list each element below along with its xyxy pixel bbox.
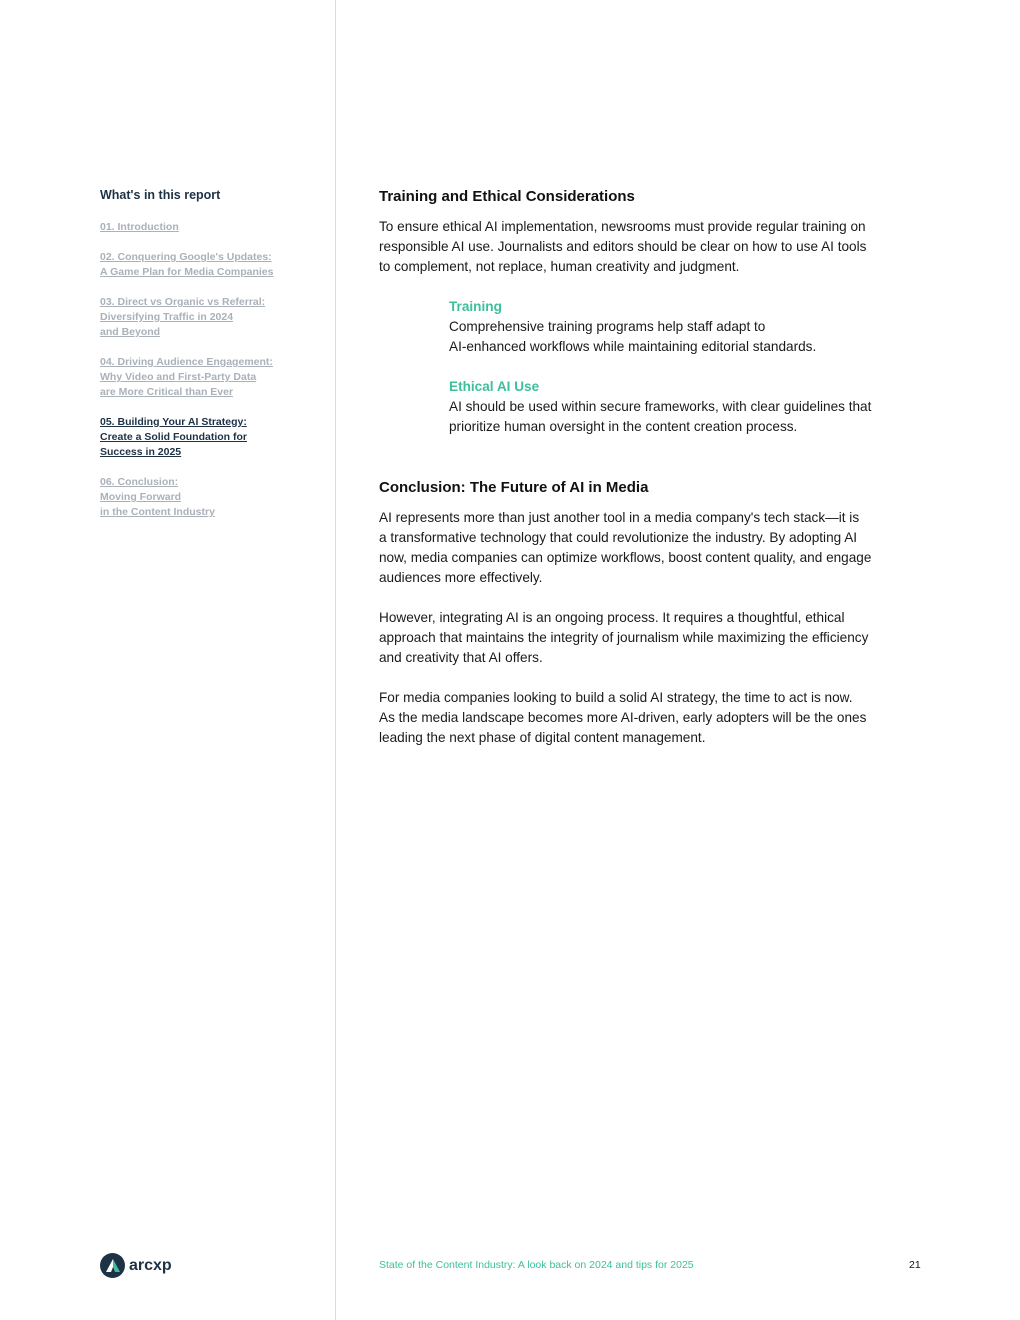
toc-heading: What's in this report [100, 188, 221, 202]
toc-link-conclusion[interactable]: 06. Conclusion: Moving Forward in the Content Industry [100, 476, 215, 518]
table-of-contents [100, 188, 330, 535]
page-number: 21 [909, 1259, 921, 1271]
logo-text: arcxp [129, 1256, 172, 1274]
paragraph: However, integrating AI is an ongoing process. It requires a thoughtful, ethical approach that maintains the integrity of journalism while maximizing the efficiency and creativity that AI offers. [379, 610, 869, 665]
section-body-training: To ensure ethical AI implementation, newsrooms must provide regular training on responsible AI use. Journalists and editors should be clear on how to use AI tools to complement, not replace, human creativity and judgment. [379, 219, 867, 274]
footer-title: State of the Content Industry: A look back on 2024 and tips for 2025 [379, 1259, 694, 1271]
subsection-title: Ethical AI Use [449, 379, 540, 394]
logo-mark-icon [100, 1253, 125, 1278]
toc-link-ai-strategy[interactable]: 05. Building Your AI Strategy: Create a Solid Foundation for Success in 2025 [100, 416, 248, 458]
subsection-ethical-ai [449, 377, 919, 437]
section-title-training: Training and Ethical Considerations [379, 188, 635, 205]
toc-link-introduction[interactable]: 01. Introduction [100, 221, 179, 233]
subsection-body: Comprehensive training programs help staff adapt to AI-enhanced workflows while maintaining editorial standards. [449, 319, 817, 354]
subsection-body: AI should be used within secure frameworks, with clear guidelines that prioritize human oversight in the content creation process. [449, 399, 872, 434]
toc-link-traffic[interactable]: 03. Direct vs Organic vs Referral: Diversifying Traffic in 2024 and Beyond [100, 296, 266, 338]
main-content [379, 188, 919, 748]
paragraph: AI represents more than just another tool in a media company's tech stack—it is a transformative technology that could revolutionize the industry. By adopting AI now, media companies can optimize workflows, boost content quality, and engage audiences more effectively. [379, 510, 872, 585]
toc-link-engagement[interactable]: 04. Driving Audience Engagement: Why Video and First-Party Data are More Critical than Ever [100, 356, 273, 398]
subsection-training [449, 297, 919, 357]
subsection-title: Training [449, 299, 502, 314]
sidebar-divider [335, 0, 336, 1320]
toc-link-google-updates[interactable]: 02. Conquering Google's Updates: A Game Plan for Media Companies [100, 251, 274, 278]
paragraph: For media companies looking to build a solid AI strategy, the time to act is now. As the media landscape becomes more AI-driven, early adopters will be the ones leading the next phase of digital content management. [379, 690, 867, 745]
arcxp-logo [100, 1253, 172, 1278]
section-title-conclusion: Conclusion: The Future of AI in Media [379, 479, 649, 496]
